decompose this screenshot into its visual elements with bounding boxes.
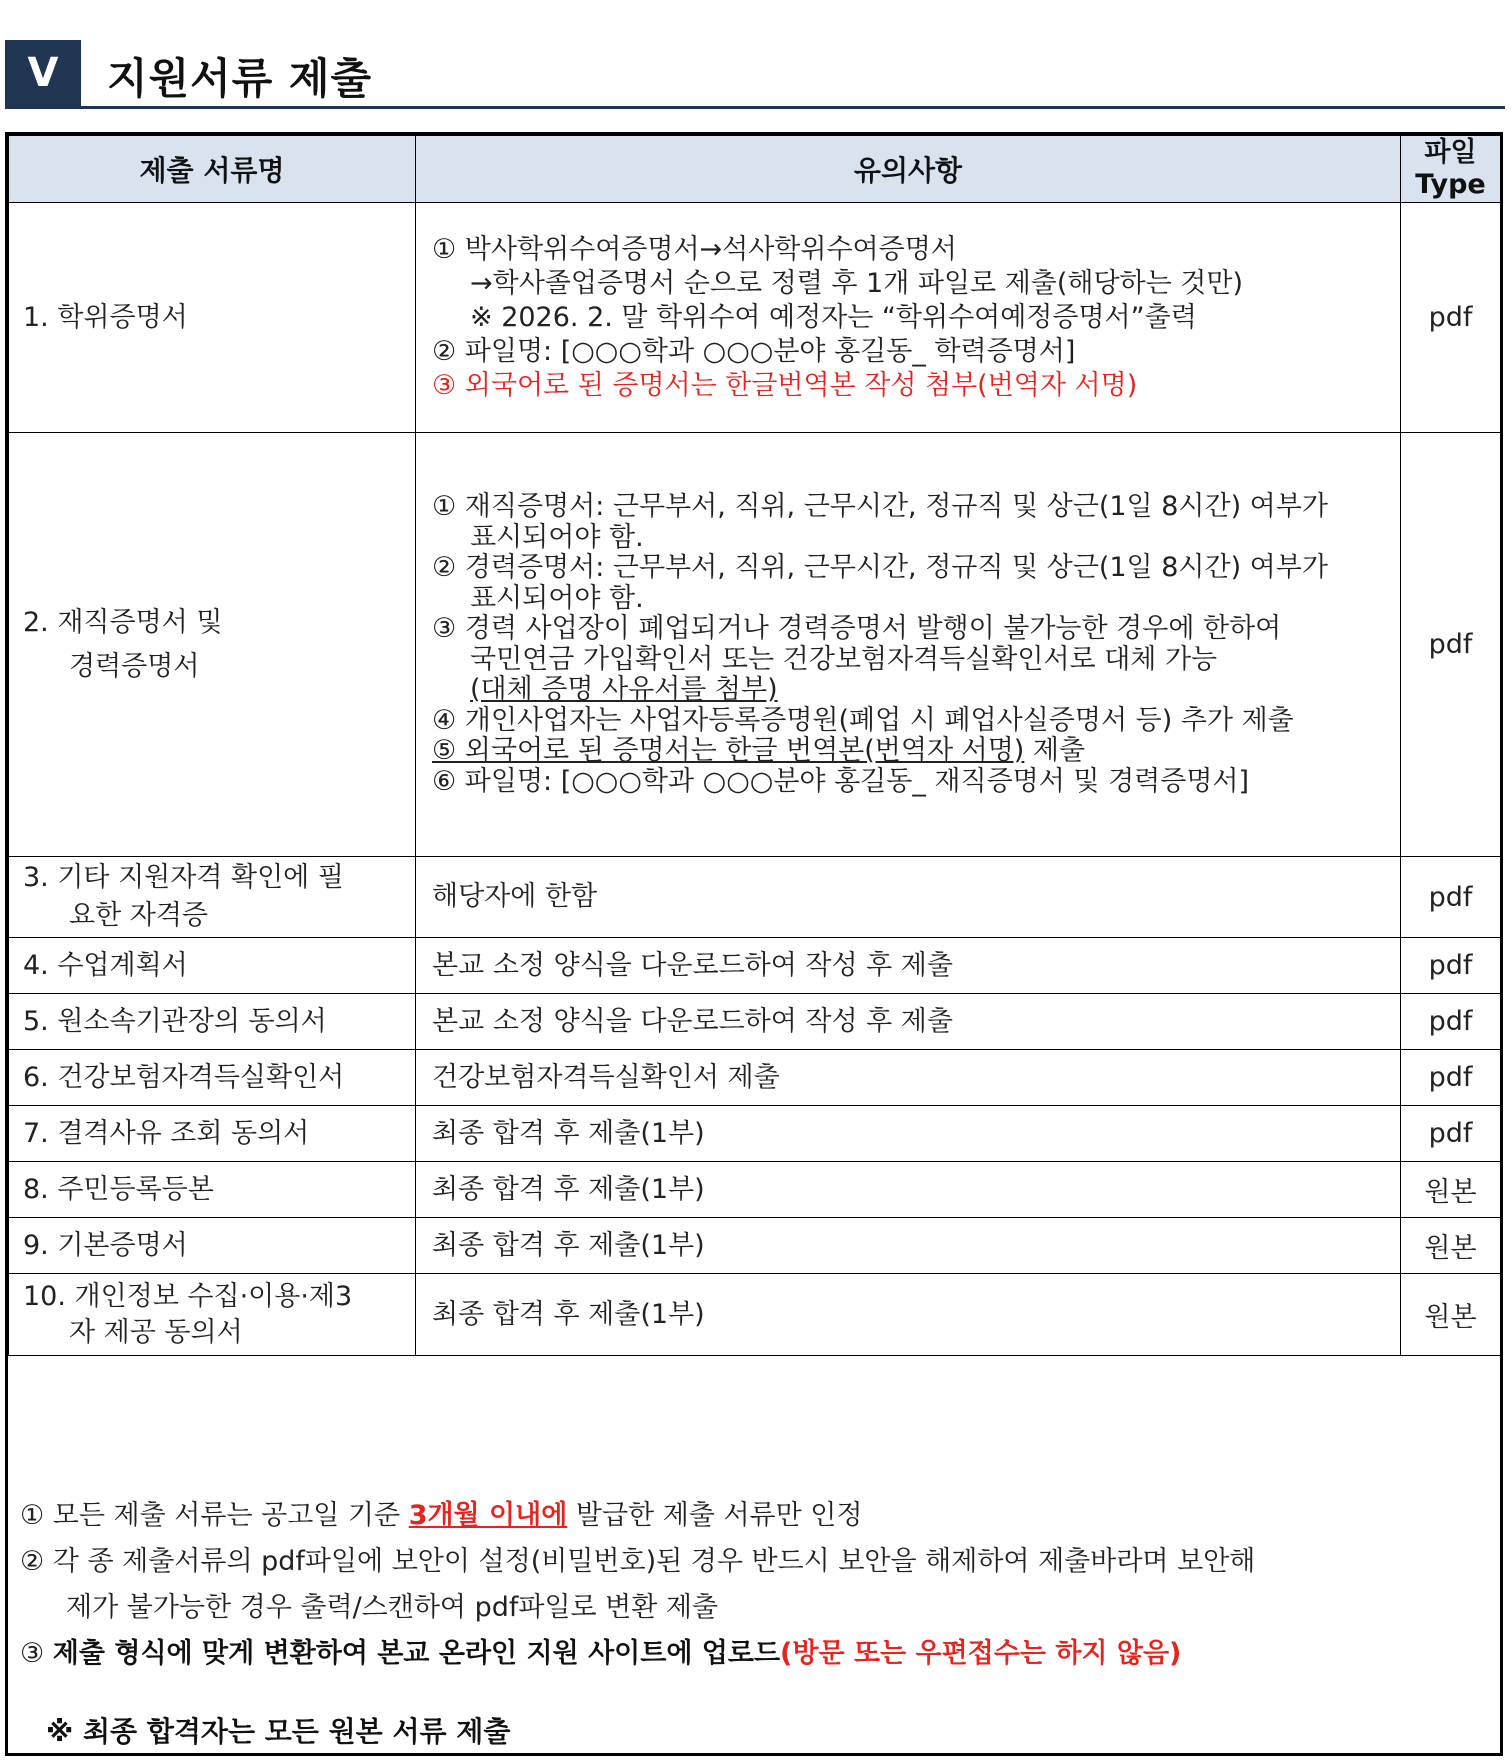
document-notes: 최종 합격 후 제출(1부) <box>416 1218 1401 1274</box>
table-row <box>9 203 1501 433</box>
table-row <box>9 1106 1501 1162</box>
document-name: 8. 주민등록등본 <box>9 1162 416 1218</box>
column-header-name: 제출 서류명 <box>9 136 416 203</box>
document-notes <box>416 203 1401 433</box>
file-type: pdf <box>1401 203 1501 433</box>
document-name <box>9 433 416 857</box>
document-name: 4. 수업계획서 <box>9 938 416 994</box>
section-header <box>5 40 1505 106</box>
document-notes: 최종 합격 후 제출(1부) <box>416 1274 1401 1356</box>
document-name <box>9 1274 416 1356</box>
footer-note-2-cont: 제가 불가능한 경우 출력/스캔하여 pdf파일로 변환 제출 <box>66 1592 719 1623</box>
column-header-notes: 유의사항 <box>416 136 1401 203</box>
file-type: pdf <box>1401 1050 1501 1106</box>
note-line: 표시되어야 함. <box>470 521 644 553</box>
note-line <box>432 736 1400 767</box>
footer-text: ① 모든 제출 서류는 공고일 기준 <box>20 1500 409 1531</box>
name-line: 2. 재직증명서 및 <box>23 606 223 638</box>
table-row <box>9 1050 1501 1106</box>
name-line: 1. 학위증명서 <box>23 301 188 333</box>
documents-table <box>8 135 1501 1356</box>
file-type: 원본 <box>1401 1218 1501 1274</box>
note-line: ② 파일명: [○○○학과 ○○○분야 홍길동_ 학력증명서] <box>432 335 1076 367</box>
footer-note-2: ② 각 종 제출서류의 pdf파일에 보안이 설정(비밀번호)된 경우 반드시 보안을 해제하여 제출바라며 보안해 <box>20 1546 1256 1577</box>
note-line: ※ 2026. 2. 말 학위수여 예정자는 “학위수여예정증명서”출력 <box>470 301 1197 333</box>
type-header-line2: Type <box>1415 169 1486 200</box>
document-notes: 최종 합격 후 제출(1부) <box>416 1162 1401 1218</box>
note-line: (대체 증명 사유서를 첨부) <box>470 674 778 705</box>
footer-note-3 <box>20 1631 1490 1677</box>
file-type: 원본 <box>1401 1162 1501 1218</box>
table-row <box>9 1274 1501 1356</box>
section-title: 지원서류 제출 <box>107 54 373 103</box>
note-line: ② 경력증명서: 근무부서, 직위, 근무시간, 정규직 및 상근(1일 8시간) 여부가 <box>432 552 1328 583</box>
footer-emphasis: 3개월 이내에 <box>408 1500 568 1531</box>
document-name: 6. 건강보험자격득실확인서 <box>9 1050 416 1106</box>
table-row <box>9 857 1501 938</box>
footer-bold: 제출 형식에 맞게 변환하여 본교 온라인 지원 사이트에 업로드 <box>52 1638 781 1669</box>
table-row <box>9 1162 1501 1218</box>
footer-red: (방문 또는 우편접수는 하지 않음) <box>780 1638 1182 1669</box>
name-line: 경력증명서 <box>69 650 200 682</box>
document-notes: 본교 소정 양식을 다운로드하여 작성 후 제출 <box>416 938 1401 994</box>
table-row <box>9 938 1501 994</box>
table-row <box>9 994 1501 1050</box>
note-line-suffix: 제출 <box>1032 735 1086 766</box>
note-line: ① 박사학위수여증명서→석사학위수여증명서 <box>432 233 957 265</box>
file-type: pdf <box>1401 1106 1501 1162</box>
document-notes: 본교 소정 양식을 다운로드하여 작성 후 제출 <box>416 994 1401 1050</box>
document-name: 7. 결격사유 조회 동의서 <box>9 1106 416 1162</box>
name-line: 요한 자격증 <box>69 900 208 931</box>
note-line: ① 재직증명서: 근무부서, 직위, 근무시간, 정규직 및 상근(1일 8시간) 여부가 <box>432 491 1328 522</box>
document-notes <box>416 433 1401 857</box>
footer-text: 발급한 제출 서류만 인정 <box>567 1500 863 1531</box>
final-notice: ※ 최종 합격자는 모든 원본 서류 제출 <box>46 1715 511 1748</box>
note-line: ⑥ 파일명: [○○○학과 ○○○분야 홍길동_ 재직증명서 및 경력증명서] <box>432 765 1250 797</box>
footer-note-1 <box>20 1493 1490 1539</box>
document-notes: 건강보험자격득실확인서 제출 <box>416 1050 1401 1106</box>
column-header-type <box>1401 136 1501 203</box>
footer-marker: ③ <box>20 1638 53 1669</box>
document-name: 5. 원소속기관장의 동의서 <box>9 994 416 1050</box>
document-name: 9. 기본증명서 <box>9 1218 416 1274</box>
document-name <box>9 203 416 433</box>
table-header-row <box>9 136 1501 203</box>
footer-notes <box>20 1493 1490 1677</box>
name-line: 자 제공 동의서 <box>69 1316 243 1348</box>
note-line: 국민연금 가입확인서 또는 건강보험자격득실확인서로 대체 가능 <box>470 643 1218 675</box>
note-line: ③ 경력 사업장이 폐업되거나 경력증명서 발행이 불가능한 경우에 한하여 <box>432 613 1282 644</box>
name-line: 10. 개인정보 수집·이용·제3 <box>23 1280 353 1312</box>
section-badge: V <box>5 40 81 106</box>
note-line: 표시되어야 함. <box>470 582 644 614</box>
name-line: 3. 기타 지원자격 확인에 필 <box>23 862 344 893</box>
table-row <box>9 1218 1501 1274</box>
note-line: →학사졸업증명서 순으로 정렬 후 1개 파일로 제출(해당하는 것만) <box>470 267 1243 299</box>
document-name <box>9 857 416 938</box>
note-line-underlined: ⑤ 외국어로 된 증명서는 한글 번역본(번역자 서명) <box>432 735 1025 766</box>
type-header-line1: 파일 <box>1424 137 1477 168</box>
file-type: pdf <box>1401 857 1501 938</box>
note-line-warning: ③ 외국어로 된 증명서는 한글번역본 작성 첨부(번역자 서명) <box>432 369 1138 401</box>
file-type: pdf <box>1401 994 1501 1050</box>
table-row <box>9 433 1501 857</box>
note-line: ④ 개인사업자는 사업자등록증명원(폐업 시 폐업사실증명서 등) 추가 제출 <box>432 704 1294 736</box>
document-notes: 최종 합격 후 제출(1부) <box>416 1106 1401 1162</box>
header-rule <box>5 106 1505 109</box>
file-type: 원본 <box>1401 1274 1501 1356</box>
file-type: pdf <box>1401 938 1501 994</box>
document-notes: 해당자에 한함 <box>416 857 1401 938</box>
file-type: pdf <box>1401 433 1501 857</box>
